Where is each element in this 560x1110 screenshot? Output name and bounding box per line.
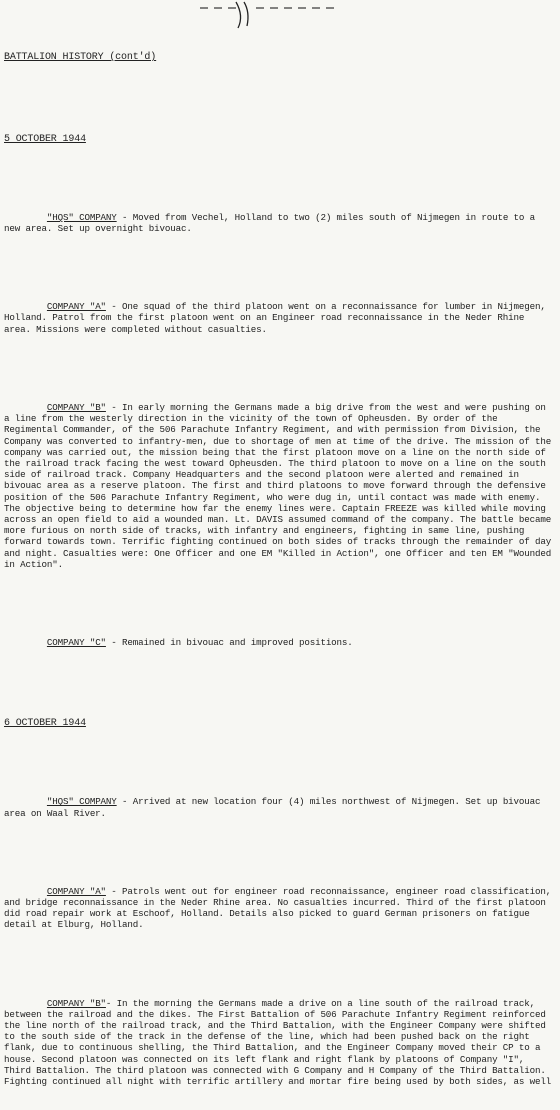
section-date-2: 6 OCTOBER 1944 (4, 718, 86, 730)
unit-label: "HQS" COMPANY (46, 796, 117, 808)
entry-hqs-company-oct6 (4, 796, 556, 818)
unit-label: "HQS" COMPANY (46, 211, 117, 223)
unit-label: COMPANY "B" (46, 997, 106, 1009)
unit-label: COMPANY "C" (46, 636, 106, 648)
unit-label: COMPANY "A" (46, 885, 106, 897)
unit-label: COMPANY "A" (46, 301, 106, 313)
entry-text: - Remained in bivouac and improved positions. (105, 636, 353, 648)
entry-text: - Moved from Vechel, Holland to two (2) miles south of Nijmegen in route to a new area. Set up overnight bivouac. (4, 211, 541, 235)
document-body (4, 30, 556, 1110)
entry-text: - In the morning the Germans made a drive on a line south of the railroad track, between the railroad and the dikes. The First Battalion of 506 Parachute Infantry Regiment reinforced the line north of the railroad track, and the Third Battalion, with the Engineer Company were shifted to the south side of the track in the defense of the line, which had been pushed back on the right flank, due to continuous shelling, the Third Battalion, and the Engineer Company moved their CP to a house. Second platoon was connected on its left flank and right flank by platoons of Company "I", Third Battalion. The third platoon was connected with G Company and H Company of the Third Battalion. Fighting continued all night with terrific artillery and mortar fire being used by both sides, as well (4, 997, 552, 1088)
entry-company-b-oct5 (4, 402, 556, 570)
unit-label: COMPANY "B" (46, 401, 106, 413)
entry-text: - Patrols went out for engineer road reconnaissance, engineer road classification, and bridge reconnaissance in the Neder Rhine area. No casualties incurred. Third of the first platoon did road repair work at Eschoof, Holland. Details also picked to guard German prisoners on fatigue detail at Elburg, Holland. (4, 885, 557, 931)
entry-text: - In early morning the Germans made a big drive from the west and were pushing on a line from the westerly direction in the vicinity of the town of Opheusden. By order of the Regimental Commander, of the 506 Parachute Infantry Regiment, and with permission from Division, the Company was converted to infantry-men, due to shortage of men at time of the drive. The mission of the company was carried out, the mission being that the first platoon move on a line on the north side of the railroad track facing the west toward Opheusden. The third platoon to move on a line on the south side of railroad track. Company Headquarters and the second platoon were alerted and remained in bivouac area as a reserve platoon. The first and third platoons to move forward through the defensive position of the 506 Parachute Infantry Regiment, who were dug in, until contact was made with enemy. The objective being to determine how far the enemy lines were. Captain FREEZE was killed while moving across an open field to aid a wounded man. Lt. DAVIS assumed command of the company. The battle became more furious on north side of tracks, with infantry and engineers, fighting in same line, pushing forward towards town. Terrific fighting continued on both sides of tracks through the remainder of day and night. Casualties were: One Officer and one EM "Killed in Action", one Officer and ten EM "Wounded in Action". (4, 401, 557, 570)
entry-text: - Arrived at new location four (4) miles northwest of Nijmegen. Set up bivouac area on Waal River. (4, 796, 546, 819)
entry-text: - One squad of the third platoon went on a reconnaissance for lumber in Nijmegen, Holland. Patrol from the first platoon went on an Engineer road reconnaissance in the Neder Rhine area. Missions were completed without casualties. (4, 301, 552, 335)
entry-company-c-oct5 (4, 637, 556, 648)
page-top-marks (0, 0, 560, 30)
document-title: BATTALION HISTORY (cont'd) (4, 52, 157, 64)
entry-company-b-oct6 (4, 998, 556, 1088)
section-date-1: 5 OCTOBER 1944 (4, 133, 86, 145)
entry-company-a-oct6 (4, 886, 556, 931)
entry-company-a-oct5 (4, 301, 556, 335)
entry-hqs-company-oct5 (4, 212, 556, 234)
